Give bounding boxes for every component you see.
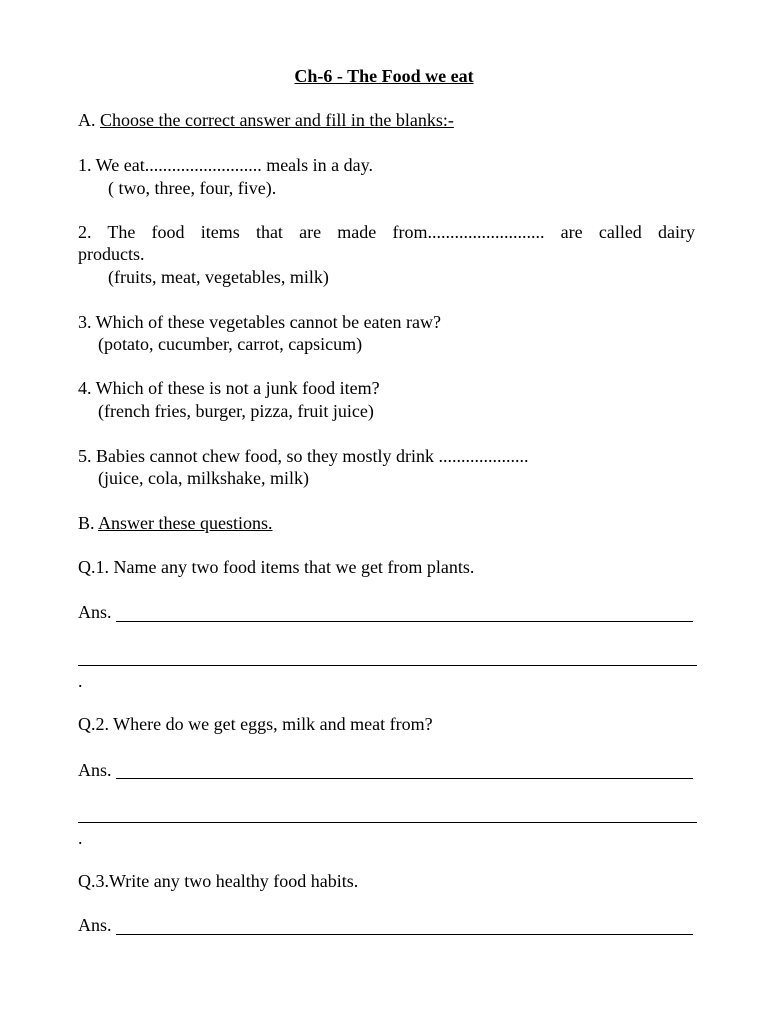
question-a2: 2. The food items that are made from.......................... are called dairy bbox=[78, 222, 695, 242]
question-a1: 1. We eat.......................... meals in a day. bbox=[78, 155, 373, 175]
section-b-heading-text: Answer these questions. bbox=[98, 513, 273, 533]
answer-line-b2-1[interactable] bbox=[116, 778, 693, 779]
answer-end-dot-b1: . bbox=[78, 671, 83, 691]
page-title: Ch-6 - The Food we eat bbox=[294, 66, 474, 86]
question-b1: Q.1. Name any two food items that we get from plants. bbox=[78, 557, 475, 577]
section-a-heading: A. Choose the correct answer and fill in the blanks:- bbox=[78, 110, 454, 130]
answer-label-b3: Ans. bbox=[78, 915, 112, 935]
question-a5: 5. Babies cannot chew food, so they mostly drink .................... bbox=[78, 446, 529, 466]
answer-label-b2: Ans. bbox=[78, 760, 112, 780]
answer-line-b2-2[interactable] bbox=[78, 822, 697, 823]
question-b3: Q.3.Write any two healthy food habits. bbox=[78, 871, 359, 891]
section-b-heading: B. Answer these questions. bbox=[78, 513, 273, 533]
section-a-heading-text: Choose the correct answer and fill in the blanks:- bbox=[100, 110, 454, 130]
answer-line-b1-1[interactable] bbox=[116, 621, 693, 622]
question-a5-options: (juice, cola, milkshake, milk) bbox=[98, 468, 309, 488]
question-a2-continuation: products. bbox=[78, 244, 145, 264]
question-a1-options: ( two, three, four, five). bbox=[108, 178, 277, 198]
question-a2-options: (fruits, meat, vegetables, milk) bbox=[108, 267, 329, 287]
answer-label-b1: Ans. bbox=[78, 602, 112, 622]
answer-end-dot-b2: . bbox=[78, 828, 83, 848]
question-a3: 3. Which of these vegetables cannot be eaten raw? bbox=[78, 312, 442, 332]
answer-line-b3-1[interactable] bbox=[116, 934, 693, 935]
question-b2: Q.2. Where do we get eggs, milk and meat from? bbox=[78, 714, 433, 734]
question-a4-options: (french fries, burger, pizza, fruit juice) bbox=[98, 401, 374, 421]
answer-line-b1-2[interactable] bbox=[78, 665, 697, 666]
question-a4: 4. Which of these is not a junk food item? bbox=[78, 378, 380, 398]
question-a3-options: (potato, cucumber, carrot, capsicum) bbox=[98, 334, 363, 354]
